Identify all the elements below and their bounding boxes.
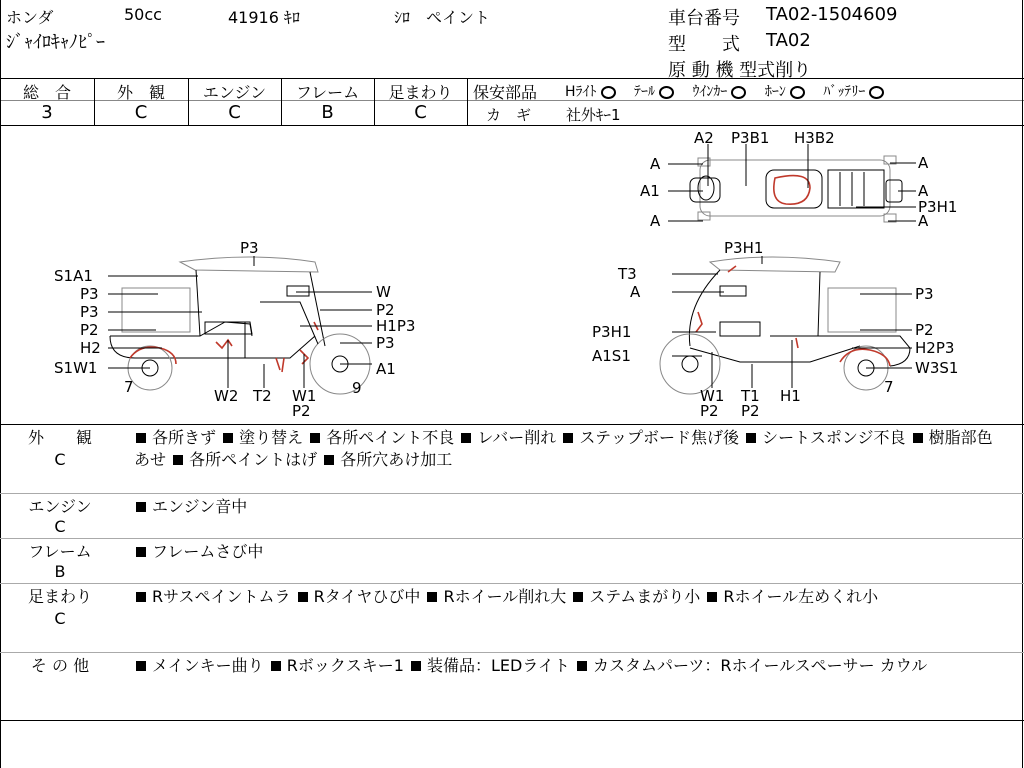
model-name: ｼﾞｬｲﾛｷｬﾉﾋﾟｰ [6, 32, 105, 53]
section-notes-other [134, 655, 1004, 677]
bullet-icon [573, 592, 583, 602]
mileage: 41916 ｷﾛ [228, 8, 300, 27]
grade-label-exterior: 外 観 [116, 83, 165, 102]
label-top-a-right-3: A [918, 212, 929, 230]
bullet-icon [136, 433, 146, 443]
note-item: 各所きず [152, 428, 217, 447]
label-top-a2: A2 [694, 129, 714, 147]
key-value: 社外ｷｰ1 [566, 106, 621, 124]
engine-label: 原 動 機 型式削り [668, 60, 812, 81]
rule [0, 583, 1024, 584]
bullet-icon [173, 455, 183, 465]
note-item: シートスポンジ不良 [762, 428, 906, 447]
ok-circle-icon [790, 86, 805, 99]
grade-value-total: 3 [41, 102, 53, 123]
type-label: 型 式 [668, 34, 740, 55]
bullet-icon [136, 592, 146, 602]
section-grade-engine: C [54, 517, 66, 536]
safety-items [565, 81, 884, 101]
label-left-p2-bottom: P2 [292, 402, 311, 420]
safety-item-winker: ｳｲﾝｶｰ [692, 84, 728, 100]
label-left-s1a1: S1A1 [54, 267, 93, 285]
label-right-p3h1-top: P3H1 [724, 239, 764, 257]
note-item: Rホイール左めくれ小 [723, 587, 879, 606]
note-item: カスタムパーツ：Rホイールスペーサー カウル [592, 656, 928, 675]
label-left-p2: P2 [80, 321, 99, 339]
note-item: 樹脂部色あせ [134, 428, 993, 469]
label-top-a-left-1: A [650, 155, 661, 173]
note-item: Rサスペイントムラ [152, 587, 291, 606]
bullet-icon [271, 661, 281, 671]
top-view-scooter [690, 156, 902, 222]
label-top-a-right-2: A [918, 182, 929, 200]
bullet-icon [707, 592, 717, 602]
label-left-p3-right: P3 [376, 334, 395, 352]
displacement: 50cc [124, 5, 162, 24]
bullet-icon [136, 661, 146, 671]
right-side-scooter [660, 257, 910, 394]
safety-item-taillight: ﾃｰﾙ [633, 84, 655, 100]
note-item: Rタイヤひび中 [313, 587, 421, 606]
label-right-p2-bottom-b: P2 [741, 402, 760, 420]
section-notes-suspension [134, 586, 1004, 608]
label-right-7: 7 [884, 378, 894, 396]
bullet-icon [563, 433, 573, 443]
note-item: 各所穴あけ加工 [340, 450, 453, 469]
rule [467, 78, 468, 125]
note-item: Rボックスキー1 [286, 656, 404, 675]
grade-value-suspension: C [414, 102, 427, 123]
safety-item-battery: ﾊﾞｯﾃﾘｰ [823, 84, 866, 100]
ok-circle-icon [731, 86, 746, 99]
label-left-9: 9 [352, 379, 362, 397]
note-item: エンジン音中 [152, 497, 248, 516]
bullet-icon [577, 661, 587, 671]
bullet-icon [223, 433, 233, 443]
bullet-icon [411, 661, 421, 671]
leader-lines [108, 144, 916, 388]
label-left-p3-top: P3 [240, 239, 259, 257]
bullet-icon [427, 592, 437, 602]
section-grade-exterior: C [54, 450, 66, 469]
section-notes-engine [134, 496, 1004, 518]
grade-label-total: 総 合 [22, 83, 71, 102]
label-top-h3b2: H3B2 [794, 129, 835, 147]
section-label-engine: エンジン [28, 497, 92, 516]
label-top-a-left-2: A [650, 212, 661, 230]
note-item: 各所ペイント不良 [326, 428, 455, 447]
label-left-h2: H2 [80, 339, 101, 357]
chassis-number: TA02-1504609 [766, 4, 898, 25]
label-left-w2: W2 [214, 387, 239, 405]
label-left-s1w1: S1W1 [54, 359, 98, 377]
label-left-t2: T2 [253, 387, 272, 405]
rule [0, 493, 1024, 494]
safety-item-headlight: Hﾗｲﾄ [565, 84, 597, 100]
color: ｼﾛ ペイント [394, 8, 491, 27]
grade-label-frame: フレーム [295, 83, 360, 102]
bullet-icon [461, 433, 471, 443]
label-top-p3h1: P3H1 [918, 198, 958, 216]
label-top-a1: A1 [640, 182, 660, 200]
type-value: TA02 [766, 30, 811, 51]
grade-label-suspension: 足まわり [388, 83, 453, 102]
label-left-h1p3: H1P3 [376, 317, 416, 335]
label-right-w3s1: W3S1 [915, 359, 959, 377]
note-item: フレームさび中 [152, 542, 264, 561]
ok-circle-icon [869, 86, 884, 99]
grade-value-engine: C [228, 102, 241, 123]
label-right-t1: T1 [741, 387, 760, 405]
note-item: 装備品：LEDライト [427, 656, 570, 675]
label-right-a: A [630, 283, 641, 301]
label-left-p2-right: P2 [376, 301, 395, 319]
label-top-a-right-1: A [918, 154, 929, 172]
ok-circle-icon [601, 86, 616, 99]
rule [0, 424, 1024, 425]
label-left-w1: W1 [292, 387, 317, 405]
label-right-h2p3: H2P3 [915, 339, 955, 357]
ok-circle-icon [659, 86, 674, 99]
note-item: Rホイール削れ大 [443, 587, 567, 606]
rule [0, 652, 1024, 653]
label-right-p2: P2 [915, 321, 934, 339]
label-right-h1: H1 [780, 387, 801, 405]
section-notes-exterior [134, 427, 1004, 471]
label-right-w1: W1 [700, 387, 725, 405]
section-label-frame: フレーム [28, 542, 92, 561]
bullet-icon [324, 455, 334, 465]
label-right-p3: P3 [915, 285, 934, 303]
key-label: カ ギ [486, 106, 532, 124]
grade-value-exterior: C [134, 102, 148, 123]
section-label-suspension: 足まわり [27, 587, 92, 606]
scooter-damage-diagram [0, 126, 1022, 424]
label-left-p3-b: P3 [80, 303, 99, 321]
label-left-7: 7 [124, 378, 134, 396]
rule [0, 720, 1024, 721]
safety-item-horn: ﾎｰﾝ [764, 84, 786, 100]
label-right-p3h1: P3H1 [592, 323, 632, 341]
safety-label: 保安部品 [473, 83, 538, 102]
label-right-a1s1: A1S1 [592, 347, 631, 365]
note-item: ステップボード焦げ後 [579, 428, 739, 447]
bullet-icon [913, 433, 923, 443]
bullet-icon [136, 502, 146, 512]
note-item: 塗り替え [239, 428, 304, 447]
label-top-p3b1: P3B1 [731, 129, 770, 147]
maker: ホンダ [6, 8, 54, 27]
note-item: ステムまがり小 [589, 587, 701, 606]
bullet-icon [746, 433, 756, 443]
label-right-t3: T3 [618, 265, 637, 283]
rule [0, 538, 1024, 539]
bullet-icon [136, 547, 146, 557]
bullet-icon [298, 592, 308, 602]
chassis-label: 車台番号 [668, 8, 740, 29]
label-left-a1: A1 [376, 360, 396, 378]
note-item: レバー削れ [477, 428, 557, 447]
damage-marks [130, 176, 890, 372]
label-right-p2-bottom-a: P2 [700, 402, 719, 420]
top-view-labels [640, 129, 957, 230]
section-label-exterior: 外 観 [27, 428, 92, 447]
label-left-p3-a: P3 [80, 285, 99, 303]
rule [0, 78, 1024, 79]
section-notes-frame [134, 541, 1004, 563]
section-grade-suspension: C [54, 609, 66, 628]
grade-label-engine: エンジン [202, 83, 267, 102]
section-label-other: そ の 他 [30, 656, 90, 675]
note-item: メインキー曲り [152, 656, 264, 675]
grade-value-frame: B [321, 102, 334, 123]
section-grade-frame: B [54, 562, 66, 581]
note-item: 各所ペイントはげ [189, 450, 318, 469]
label-left-w: W [376, 283, 391, 301]
bullet-icon [310, 433, 320, 443]
